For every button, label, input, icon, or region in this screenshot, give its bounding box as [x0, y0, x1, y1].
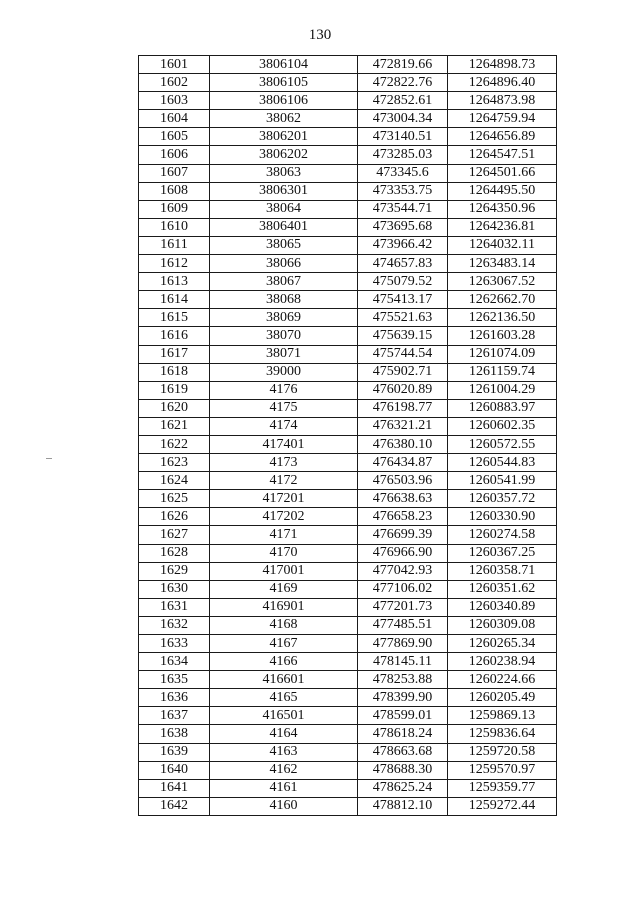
point-id-cell: 3806201	[210, 128, 358, 146]
point-id-cell: 417001	[210, 562, 358, 580]
table-row	[139, 182, 557, 200]
x-coordinate-cell: 476658.23	[358, 508, 448, 526]
point-id-cell: 4170	[210, 544, 358, 562]
table-row	[139, 309, 557, 327]
table-row	[139, 92, 557, 110]
y-coordinate-cell: 1264656.89	[448, 128, 557, 146]
y-coordinate-cell: 1260224.66	[448, 671, 557, 689]
y-coordinate-cell: 1261074.09	[448, 345, 557, 363]
row-number-cell: 1606	[139, 146, 210, 164]
table-row	[139, 707, 557, 725]
y-coordinate-cell: 1260883.97	[448, 399, 557, 417]
y-coordinate-cell: 1259869.13	[448, 707, 557, 725]
y-coordinate-cell: 1261603.28	[448, 327, 557, 345]
x-coordinate-cell: 477042.93	[358, 562, 448, 580]
point-id-cell: 417201	[210, 490, 358, 508]
y-coordinate-cell: 1260572.55	[448, 435, 557, 453]
row-number-cell: 1620	[139, 399, 210, 417]
row-number-cell: 1637	[139, 707, 210, 725]
point-id-cell: 4162	[210, 761, 358, 779]
point-id-cell: 4163	[210, 743, 358, 761]
y-coordinate-cell: 1264350.96	[448, 200, 557, 218]
y-coordinate-cell: 1263483.14	[448, 255, 557, 273]
y-coordinate-cell: 1264759.94	[448, 110, 557, 128]
x-coordinate-cell: 476638.63	[358, 490, 448, 508]
row-number-cell: 1636	[139, 689, 210, 707]
x-coordinate-cell: 478688.30	[358, 761, 448, 779]
y-coordinate-cell: 1260340.89	[448, 598, 557, 616]
point-id-cell: 38062	[210, 110, 358, 128]
row-number-cell: 1601	[139, 56, 210, 74]
row-number-cell: 1611	[139, 236, 210, 254]
row-number-cell: 1639	[139, 743, 210, 761]
y-coordinate-cell: 1263067.52	[448, 273, 557, 291]
x-coordinate-cell: 475079.52	[358, 273, 448, 291]
y-coordinate-cell: 1261004.29	[448, 381, 557, 399]
point-id-cell: 4164	[210, 725, 358, 743]
row-number-cell: 1610	[139, 218, 210, 236]
point-id-cell: 4174	[210, 417, 358, 435]
x-coordinate-cell: 477485.51	[358, 616, 448, 634]
y-coordinate-cell: 1260541.99	[448, 472, 557, 490]
x-coordinate-cell: 476434.87	[358, 454, 448, 472]
row-number-cell: 1630	[139, 580, 210, 598]
row-number-cell: 1642	[139, 797, 210, 815]
x-coordinate-cell: 474657.83	[358, 255, 448, 273]
y-coordinate-cell: 1259720.58	[448, 743, 557, 761]
y-coordinate-cell: 1262662.70	[448, 291, 557, 309]
x-coordinate-cell: 473353.75	[358, 182, 448, 200]
y-coordinate-cell: 1264236.81	[448, 218, 557, 236]
y-coordinate-cell: 1264501.66	[448, 164, 557, 182]
table-row	[139, 291, 557, 309]
point-id-cell: 4165	[210, 689, 358, 707]
y-coordinate-cell: 1264898.73	[448, 56, 557, 74]
row-number-cell: 1635	[139, 671, 210, 689]
y-coordinate-cell: 1259836.64	[448, 725, 557, 743]
y-coordinate-cell: 1260309.08	[448, 616, 557, 634]
x-coordinate-cell: 472852.61	[358, 92, 448, 110]
x-coordinate-cell: 475413.17	[358, 291, 448, 309]
y-coordinate-cell: 1259359.77	[448, 779, 557, 797]
row-number-cell: 1603	[139, 92, 210, 110]
y-coordinate-cell: 1264495.50	[448, 182, 557, 200]
table-row	[139, 435, 557, 453]
x-coordinate-cell: 476699.39	[358, 526, 448, 544]
row-number-cell: 1625	[139, 490, 210, 508]
table-row	[139, 616, 557, 634]
table-row	[139, 56, 557, 74]
table-row	[139, 417, 557, 435]
point-id-cell: 38070	[210, 327, 358, 345]
row-number-cell: 1613	[139, 273, 210, 291]
table-row	[139, 779, 557, 797]
x-coordinate-cell: 473285.03	[358, 146, 448, 164]
row-number-cell: 1624	[139, 472, 210, 490]
point-id-cell: 38065	[210, 236, 358, 254]
row-number-cell: 1641	[139, 779, 210, 797]
row-number-cell: 1623	[139, 454, 210, 472]
x-coordinate-cell: 472822.76	[358, 74, 448, 92]
y-coordinate-cell: 1260544.83	[448, 454, 557, 472]
x-coordinate-cell: 473345.6	[358, 164, 448, 182]
x-coordinate-cell: 475639.15	[358, 327, 448, 345]
y-coordinate-cell: 1264896.40	[448, 74, 557, 92]
point-id-cell: 3806301	[210, 182, 358, 200]
point-id-cell: 4160	[210, 797, 358, 815]
table-row	[139, 472, 557, 490]
row-number-cell: 1607	[139, 164, 210, 182]
table-row	[139, 580, 557, 598]
x-coordinate-cell: 473004.34	[358, 110, 448, 128]
point-id-cell: 417401	[210, 435, 358, 453]
y-coordinate-cell: 1260238.94	[448, 653, 557, 671]
row-number-cell: 1638	[139, 725, 210, 743]
y-coordinate-cell: 1260205.49	[448, 689, 557, 707]
point-id-cell: 38064	[210, 200, 358, 218]
table-row	[139, 743, 557, 761]
table-row	[139, 327, 557, 345]
table-row	[139, 164, 557, 182]
table-row	[139, 526, 557, 544]
row-number-cell: 1617	[139, 345, 210, 363]
x-coordinate-cell: 473140.51	[358, 128, 448, 146]
table-row	[139, 200, 557, 218]
point-id-cell: 38068	[210, 291, 358, 309]
point-id-cell: 3806401	[210, 218, 358, 236]
table-row	[139, 761, 557, 779]
x-coordinate-cell: 478663.68	[358, 743, 448, 761]
point-id-cell: 4176	[210, 381, 358, 399]
y-coordinate-cell: 1260367.25	[448, 544, 557, 562]
y-coordinate-cell: 1264032.11	[448, 236, 557, 254]
table-row	[139, 598, 557, 616]
table-row	[139, 454, 557, 472]
point-id-cell: 4169	[210, 580, 358, 598]
y-coordinate-cell: 1260265.34	[448, 635, 557, 653]
coordinates-table	[138, 55, 557, 816]
row-number-cell: 1627	[139, 526, 210, 544]
x-coordinate-cell: 476198.77	[358, 399, 448, 417]
row-number-cell: 1604	[139, 110, 210, 128]
x-coordinate-cell: 478399.90	[358, 689, 448, 707]
point-id-cell: 4168	[210, 616, 358, 634]
row-number-cell: 1605	[139, 128, 210, 146]
y-coordinate-cell: 1264873.98	[448, 92, 557, 110]
row-number-cell: 1629	[139, 562, 210, 580]
x-coordinate-cell: 477106.02	[358, 580, 448, 598]
point-id-cell: 3806104	[210, 56, 358, 74]
y-coordinate-cell: 1260351.62	[448, 580, 557, 598]
row-number-cell: 1633	[139, 635, 210, 653]
x-coordinate-cell: 475521.63	[358, 309, 448, 327]
y-coordinate-cell: 1259272.44	[448, 797, 557, 815]
y-coordinate-cell: 1260602.35	[448, 417, 557, 435]
table-row	[139, 146, 557, 164]
x-coordinate-cell: 476321.21	[358, 417, 448, 435]
point-id-cell: 417202	[210, 508, 358, 526]
table-row	[139, 635, 557, 653]
y-coordinate-cell: 1264547.51	[448, 146, 557, 164]
table-row	[139, 508, 557, 526]
row-number-cell: 1618	[139, 363, 210, 381]
x-coordinate-cell: 476380.10	[358, 435, 448, 453]
x-coordinate-cell: 475902.71	[358, 363, 448, 381]
x-coordinate-cell: 478625.24	[358, 779, 448, 797]
point-id-cell: 416601	[210, 671, 358, 689]
point-id-cell: 38066	[210, 255, 358, 273]
point-id-cell: 38063	[210, 164, 358, 182]
y-coordinate-cell: 1260274.58	[448, 526, 557, 544]
y-coordinate-cell: 1260358.71	[448, 562, 557, 580]
y-coordinate-cell: 1260357.72	[448, 490, 557, 508]
x-coordinate-cell: 473695.68	[358, 218, 448, 236]
coordinates-table-body	[139, 56, 557, 816]
table-row	[139, 653, 557, 671]
point-id-cell: 38069	[210, 309, 358, 327]
row-number-cell: 1632	[139, 616, 210, 634]
point-id-cell: 4172	[210, 472, 358, 490]
table-row	[139, 725, 557, 743]
x-coordinate-cell: 473966.42	[358, 236, 448, 254]
table-row	[139, 128, 557, 146]
x-coordinate-cell: 473544.71	[358, 200, 448, 218]
row-number-cell: 1626	[139, 508, 210, 526]
point-id-cell: 4173	[210, 454, 358, 472]
table-row	[139, 110, 557, 128]
point-id-cell: 4167	[210, 635, 358, 653]
row-number-cell: 1614	[139, 291, 210, 309]
point-id-cell: 39000	[210, 363, 358, 381]
row-number-cell: 1621	[139, 417, 210, 435]
point-id-cell: 4175	[210, 399, 358, 417]
y-coordinate-cell: 1259570.97	[448, 761, 557, 779]
point-id-cell: 38067	[210, 273, 358, 291]
y-coordinate-cell: 1262136.50	[448, 309, 557, 327]
table-row	[139, 255, 557, 273]
x-coordinate-cell: 478253.88	[358, 671, 448, 689]
table-row	[139, 544, 557, 562]
point-id-cell: 416501	[210, 707, 358, 725]
row-number-cell: 1612	[139, 255, 210, 273]
row-number-cell: 1609	[139, 200, 210, 218]
x-coordinate-cell: 472819.66	[358, 56, 448, 74]
row-number-cell: 1619	[139, 381, 210, 399]
table-row	[139, 236, 557, 254]
row-number-cell: 1608	[139, 182, 210, 200]
x-coordinate-cell: 476503.96	[358, 472, 448, 490]
table-row	[139, 74, 557, 92]
point-id-cell: 38071	[210, 345, 358, 363]
x-coordinate-cell: 477869.90	[358, 635, 448, 653]
x-coordinate-cell: 478599.01	[358, 707, 448, 725]
point-id-cell: 3806105	[210, 74, 358, 92]
point-id-cell: 4161	[210, 779, 358, 797]
table-row	[139, 273, 557, 291]
row-number-cell: 1634	[139, 653, 210, 671]
table-row	[139, 797, 557, 815]
x-coordinate-cell: 478618.24	[358, 725, 448, 743]
x-coordinate-cell: 476966.90	[358, 544, 448, 562]
y-coordinate-cell: 1260330.90	[448, 508, 557, 526]
table-row	[139, 490, 557, 508]
table-row	[139, 399, 557, 417]
table-row	[139, 671, 557, 689]
table-row	[139, 689, 557, 707]
row-number-cell: 1616	[139, 327, 210, 345]
page-number: 130	[308, 27, 332, 43]
row-number-cell: 1615	[139, 309, 210, 327]
row-number-cell: 1628	[139, 544, 210, 562]
table-row	[139, 381, 557, 399]
row-number-cell: 1622	[139, 435, 210, 453]
point-id-cell: 4166	[210, 653, 358, 671]
row-number-cell: 1640	[139, 761, 210, 779]
point-id-cell: 3806106	[210, 92, 358, 110]
x-coordinate-cell: 478145.11	[358, 653, 448, 671]
row-number-cell: 1602	[139, 74, 210, 92]
table-row	[139, 562, 557, 580]
x-coordinate-cell: 477201.73	[358, 598, 448, 616]
table-row	[139, 345, 557, 363]
table-row	[139, 363, 557, 381]
point-id-cell: 3806202	[210, 146, 358, 164]
x-coordinate-cell: 476020.89	[358, 381, 448, 399]
point-id-cell: 4171	[210, 526, 358, 544]
x-coordinate-cell: 475744.54	[358, 345, 448, 363]
y-coordinate-cell: 1261159.74	[448, 363, 557, 381]
x-coordinate-cell: 478812.10	[358, 797, 448, 815]
point-id-cell: 416901	[210, 598, 358, 616]
table-row	[139, 218, 557, 236]
scan-mark	[46, 458, 52, 459]
row-number-cell: 1631	[139, 598, 210, 616]
